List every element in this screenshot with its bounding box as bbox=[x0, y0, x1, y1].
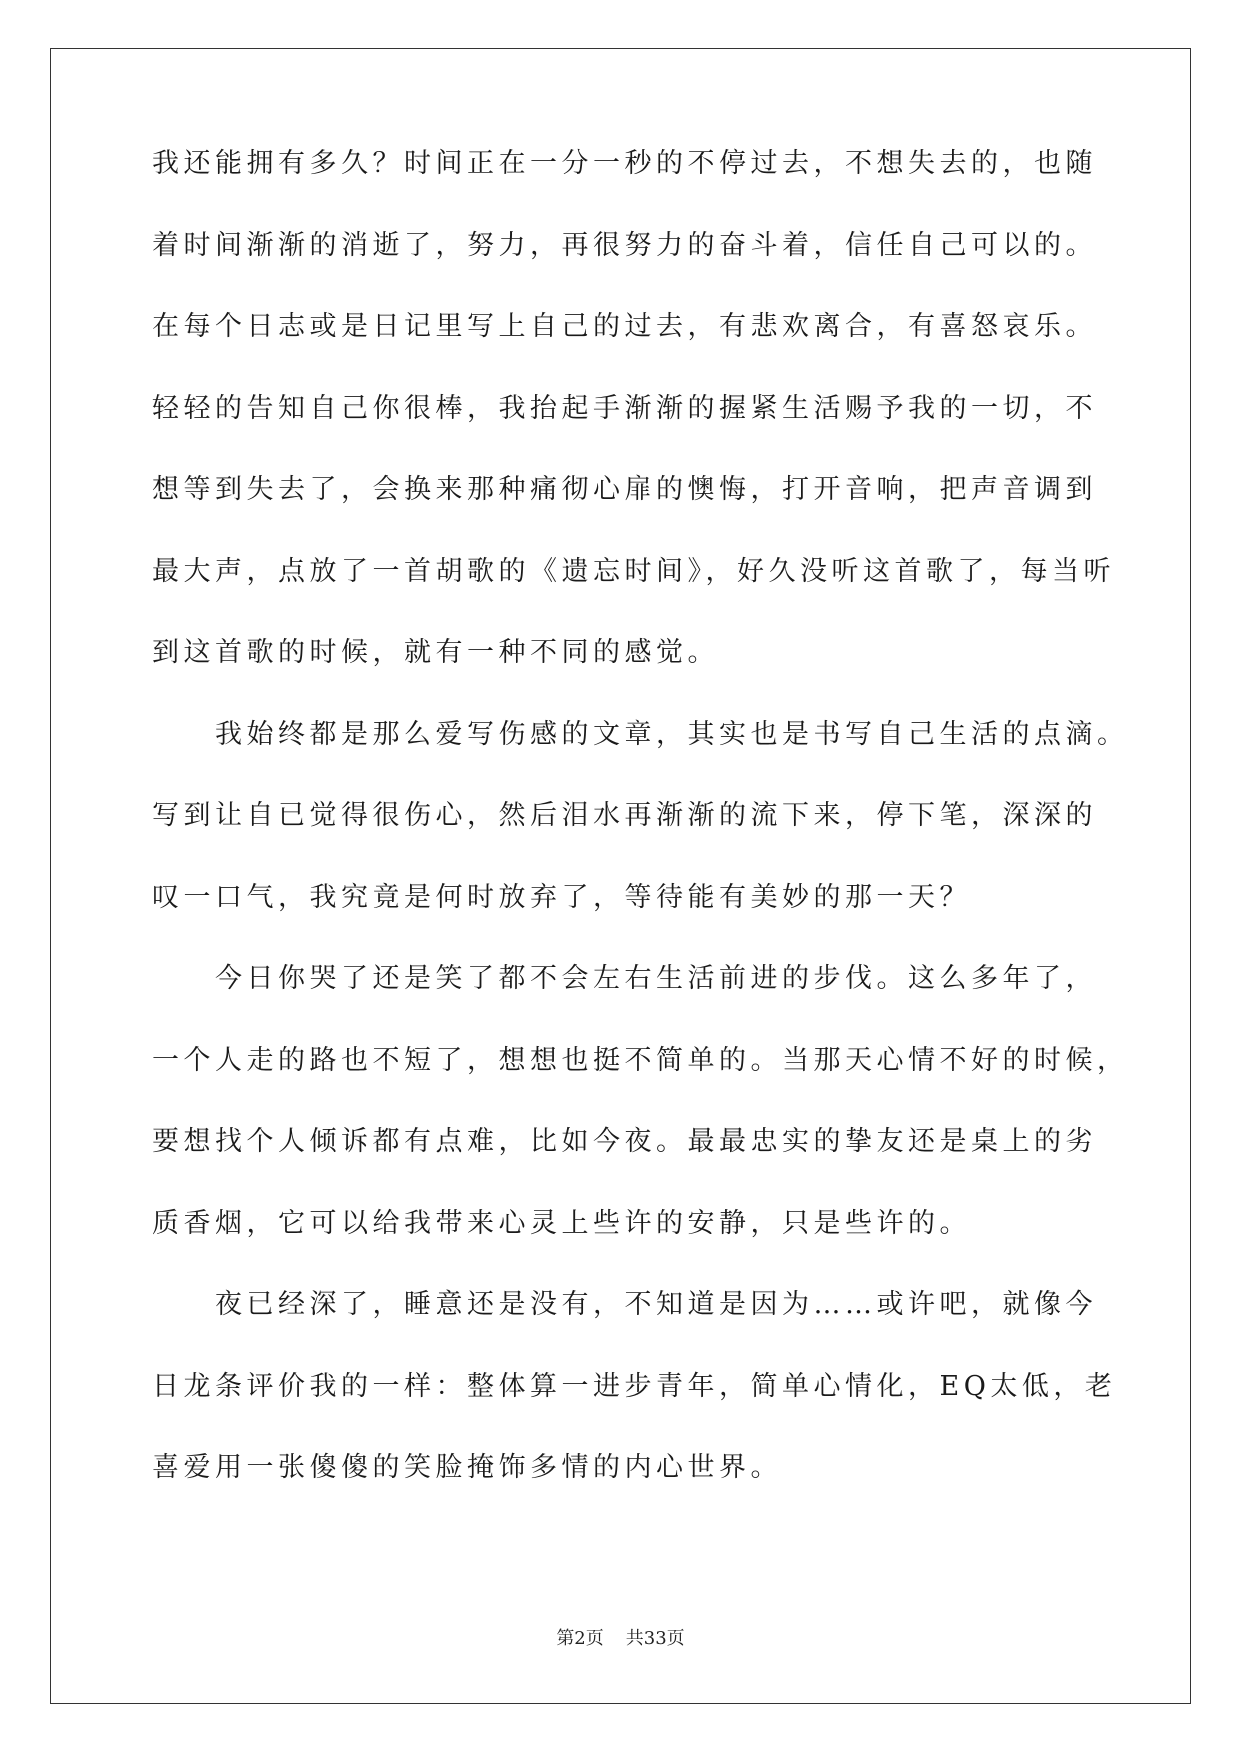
text-line: 一个人走的路也不短了，想想也挺不简单的。当那天心情不好的时候， bbox=[152, 1044, 1129, 1076]
document-body bbox=[152, 148, 1129, 1536]
text-line: 质香烟，它可以给我带来心灵上些许的安静，只是些许的。 bbox=[152, 1207, 971, 1239]
text-line: 最大声，点放了一首胡歌的《遗忘时间》，好久没听这首歌了，每当听 bbox=[152, 555, 1115, 587]
page-footer bbox=[0, 1629, 1241, 1649]
text-line: 想等到失去了，会换来那种痛彻心扉的懊悔，打开音响，把声音调到 bbox=[152, 474, 1097, 505]
page-number: 第2页 bbox=[556, 1628, 604, 1649]
text-line: 写到让自已觉得很伤心，然后泪水再渐渐的流下来，停下笔，深深的 bbox=[152, 800, 1097, 831]
text-line: 我始终都是那么爱写伤感的文章，其实也是书写自己生活的点滴。 bbox=[215, 718, 1129, 750]
text-line: 日龙条评价我的一样：整体算一进步青年，简单心情化，EQ太低，老 bbox=[152, 1370, 1117, 1402]
text-line: 夜已经深了，睡意还是没有，不知道是因为……或许吧，就像今 bbox=[215, 1289, 1097, 1320]
text-line: 叹一口气，我究竟是何时放弃了，等待能有美妙的那一天？ bbox=[152, 881, 971, 913]
text-line: 我还能拥有多久？时间正在一分一秒的不停过去，不想失去的，也随 bbox=[152, 148, 1097, 179]
text-line: 轻轻的告知自己你很棒，我抬起手渐渐的握紧生活赐予我的一切，不 bbox=[152, 392, 1097, 424]
text-line: 着时间渐渐的消逝了，努力，再很努力的奋斗着，信任自己可以的。 bbox=[152, 229, 1097, 261]
text-line: 要想找个人倾诉都有点难，比如今夜。最最忠实的挚友还是桌上的劣 bbox=[152, 1126, 1097, 1157]
text-line: 今日你哭了还是笑了都不会左右生活前进的步伐。这么多年了， bbox=[215, 963, 1097, 994]
text-line: 到这首歌的时候，就有一种不同的感觉。 bbox=[152, 637, 719, 668]
text-line: 喜爱用一张傻傻的笑脸掩饰多情的内心世界。 bbox=[152, 1452, 782, 1483]
text-line: 在每个日志或是日记里写上自己的过去，有悲欢离合，有喜怒哀乐。 bbox=[152, 311, 1097, 342]
page-total: 共33页 bbox=[625, 1628, 685, 1649]
